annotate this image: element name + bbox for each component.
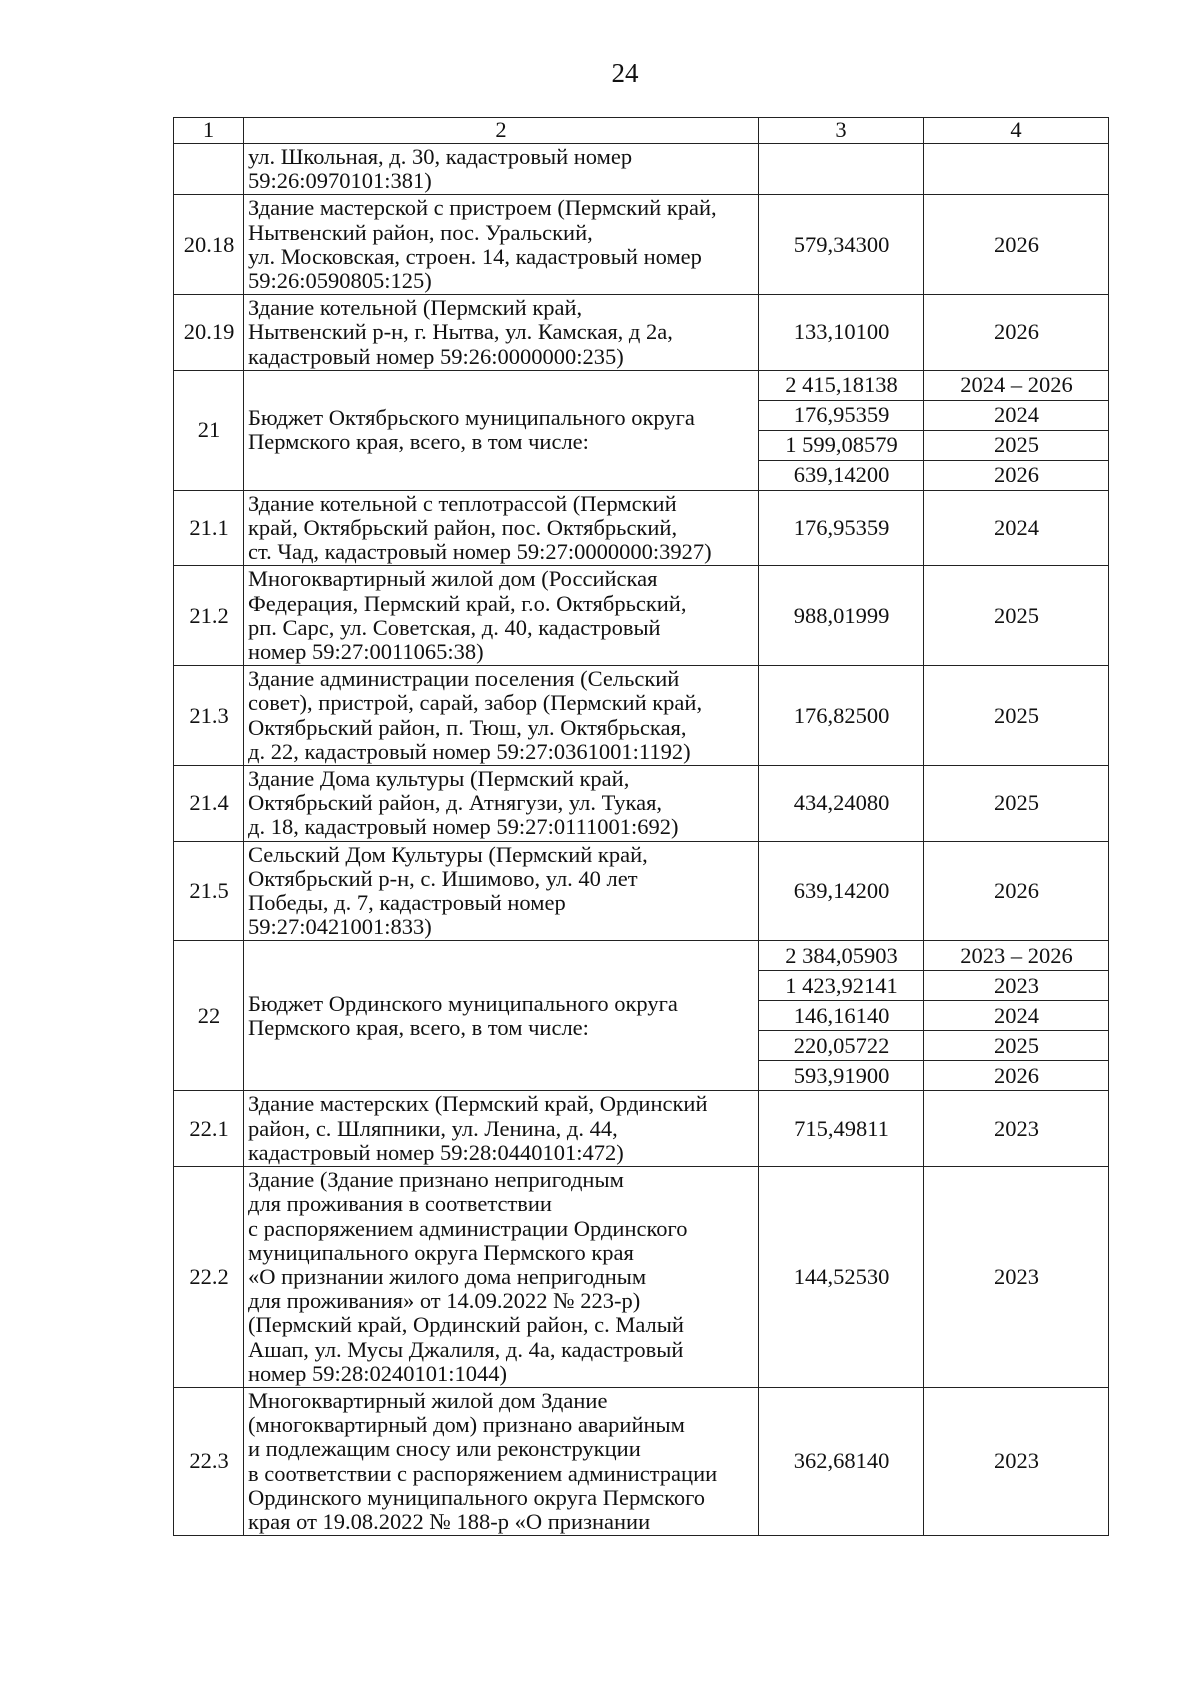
description-line: ул. Школьная, д. 30, кадастровый номер [248,144,633,169]
row-number: 21 [174,370,244,490]
row-number: 21.2 [174,566,244,666]
row-year: 2023 [924,971,1109,1001]
table-row [174,766,1109,842]
budget-table-body [174,118,1109,1536]
description-line: Победы, д. 7, кадастровый номер [248,890,566,916]
row-year: 2025 [924,766,1109,842]
row-description [244,941,759,1091]
page-number: 24 [611,58,639,88]
description-line: Здание администрации поселения (Сельский [248,666,680,692]
row-number: 22 [174,941,244,1091]
row-description [244,195,759,295]
table-row [174,841,1109,941]
header-col-4: 4 [924,118,1109,144]
description-line: д. 18, кадастровый номер 59:27:0111001:692) [248,814,679,840]
row-year: 2024 – 2026 [924,370,1109,400]
row-amount: 1 599,08579 [759,430,924,460]
header-col-2: 2 [244,118,759,144]
row-amount [759,144,924,195]
row-description [244,566,759,666]
row-description [244,370,759,490]
row-year: 2026 [924,195,1109,295]
description-line: номер 59:27:0011065:38) [248,639,484,665]
row-number: 22.3 [174,1387,244,1535]
row-amount: 639,14200 [759,460,924,490]
description-line: с распоряжением администрации Ординского [248,1215,688,1241]
row-year: 2025 [924,430,1109,460]
description-line: 59:26:0590805:125) [248,268,432,294]
row-description [244,295,759,371]
description-line: Октябрьский район, д. Атнягузи, ул. Тукая, [248,790,663,816]
row-year: 2023 [924,1167,1109,1388]
table-row [174,1387,1109,1535]
row-number [174,144,244,195]
table-header-row [174,118,1109,144]
description-line: Нытвенский район, пос. Уральский, [248,219,593,245]
description-line: Бюджет Октябрьского муниципального округа [248,405,695,431]
row-description [244,1387,759,1535]
description-line: ул. Московская, строен. 14, кадастровый номер [248,243,702,269]
row-number: 20.18 [174,195,244,295]
table-row [174,666,1109,766]
row-description [244,1167,759,1388]
row-year: 2025 [924,566,1109,666]
description-line: Федерация, Пермский край, г.о. Октябрьский, [248,590,687,616]
row-amount: 639,14200 [759,841,924,941]
row-year: 2023 [924,1091,1109,1167]
description-line: Нытвенский р-н, г. Нытва, ул. Камская, д 2а, [248,319,673,345]
row-description [244,1091,759,1167]
row-year: 2023 [924,1387,1109,1535]
row-amount: 988,01999 [759,566,924,666]
row-description [244,841,759,941]
row-number: 20.19 [174,295,244,371]
description-line: Ашап, ул. Мусы Джалиля, д. 4а, кадастровый [248,1336,684,1362]
description-line: Здание мастерской с пристроем (Пермский край, [248,195,717,221]
row-year: 2025 [924,1031,1109,1061]
row-number: 21.1 [174,490,244,566]
row-amount: 176,95359 [759,490,924,566]
row-description [244,490,759,566]
row-amount: 220,05722 [759,1031,924,1061]
table-row [174,370,1109,400]
description-line: Октябрьский район, п. Тюш, ул. Октябрьская, [248,714,687,740]
description-line: края от 19.08.2022 № 188-р «О признании [248,1508,651,1534]
row-description [244,766,759,842]
description-line: номер 59:28:0240101:1044) [248,1360,507,1386]
row-amount: 176,95359 [759,400,924,430]
row-year: 2026 [924,460,1109,490]
description-line: Здание котельной (Пермский край, [248,295,583,321]
row-year: 2025 [924,666,1109,766]
table-row [174,941,1109,971]
row-amount: 2 384,05903 [759,941,924,971]
row-description [244,144,759,195]
description-line: 59:26:0970101:381) [248,168,432,194]
row-year [924,144,1109,195]
row-year: 2026 [924,841,1109,941]
row-year: 2023 – 2026 [924,941,1109,971]
description-line: «О признании жилого дома непригодным [248,1263,647,1289]
description-line: Ординского муниципального округа Пермского [248,1484,706,1510]
row-number: 21.4 [174,766,244,842]
header-col-1: 1 [174,118,244,144]
description-line: совет), пристрой, сарай, забор (Пермский край, [248,690,703,716]
row-description [244,666,759,766]
description-line: Октябрьский р-н, с. Ишимово, ул. 40 лет [248,865,638,891]
row-amount: 2 415,18138 [759,370,924,400]
row-amount: 176,82500 [759,666,924,766]
row-amount: 144,52530 [759,1167,924,1388]
description-line: Здание мастерских (Пермский край, Ординский [248,1091,708,1117]
row-amount: 715,49811 [759,1091,924,1167]
table-row [174,295,1109,371]
description-line: и подлежащим сносу или реконструкции [248,1436,641,1462]
description-line: рп. Сарс, ул. Советская, д. 40, кадастровый [248,614,661,640]
description-line: Здание Дома культуры (Пермский край, [248,766,630,792]
description-line: д. 22, кадастровый номер 59:27:0361001:1192) [248,738,691,764]
row-amount: 593,91900 [759,1061,924,1091]
description-line: кадастровый номер 59:28:0440101:472) [248,1139,624,1165]
description-line: Многоквартирный жилой дом (Российская [248,566,658,592]
description-line: Многоквартирный жилой дом Здание [248,1387,608,1413]
table-row [174,1091,1109,1167]
description-line: Пермского края, всего, в том числе: [248,429,589,455]
table-row [174,144,1109,195]
description-line: для проживания» от 14.09.2022 № 223-р) [248,1288,641,1314]
budget-table [173,117,1109,1536]
description-line: Бюджет Ординского муниципального округа [248,990,678,1016]
description-line: Пермского края, всего, в том числе: [248,1014,589,1040]
description-line: муниципального округа Пермского края [248,1239,634,1265]
row-number: 21.5 [174,841,244,941]
description-line: Сельский Дом Культуры (Пермский край, [248,841,648,867]
description-line: край, Октябрьский район, пос. Октябрьский, [248,515,678,541]
table-row [174,1167,1109,1388]
row-year: 2026 [924,1061,1109,1091]
row-number: 22.2 [174,1167,244,1388]
description-line: кадастровый номер 59:26:0000000:235) [248,343,624,369]
description-line: Здание котельной с теплотрассой (Пермский [248,490,677,516]
row-amount: 362,68140 [759,1387,924,1535]
row-amount: 579,34300 [759,195,924,295]
row-amount: 434,24080 [759,766,924,842]
description-line: (Пермский край, Ординский район, с. Малый [248,1312,684,1338]
row-year: 2026 [924,295,1109,371]
row-amount: 1 423,92141 [759,971,924,1001]
description-line: для проживания в соответствии [248,1191,552,1217]
description-line: (многоквартирный дом) признано аварийным [248,1412,685,1438]
description-line: район, с. Шляпники, ул. Ленина, д. 44, [248,1115,618,1141]
row-number: 22.1 [174,1091,244,1167]
table-row [174,490,1109,566]
description-line: ст. Чад, кадастровый номер 59:27:0000000:3927) [248,539,712,565]
description-line: Здание (Здание признано непригодным [248,1167,624,1193]
row-amount: 133,10100 [759,295,924,371]
header-col-3: 3 [759,118,924,144]
table-row [174,195,1109,295]
row-number: 21.3 [174,666,244,766]
description-line: 59:27:0421001:833) [248,914,432,940]
row-year: 2024 [924,1001,1109,1031]
row-year: 2024 [924,400,1109,430]
description-line: в соответствии с распоряжением администрации [248,1460,718,1486]
table-row [174,566,1109,666]
row-year: 2024 [924,490,1109,566]
row-amount: 146,16140 [759,1001,924,1031]
